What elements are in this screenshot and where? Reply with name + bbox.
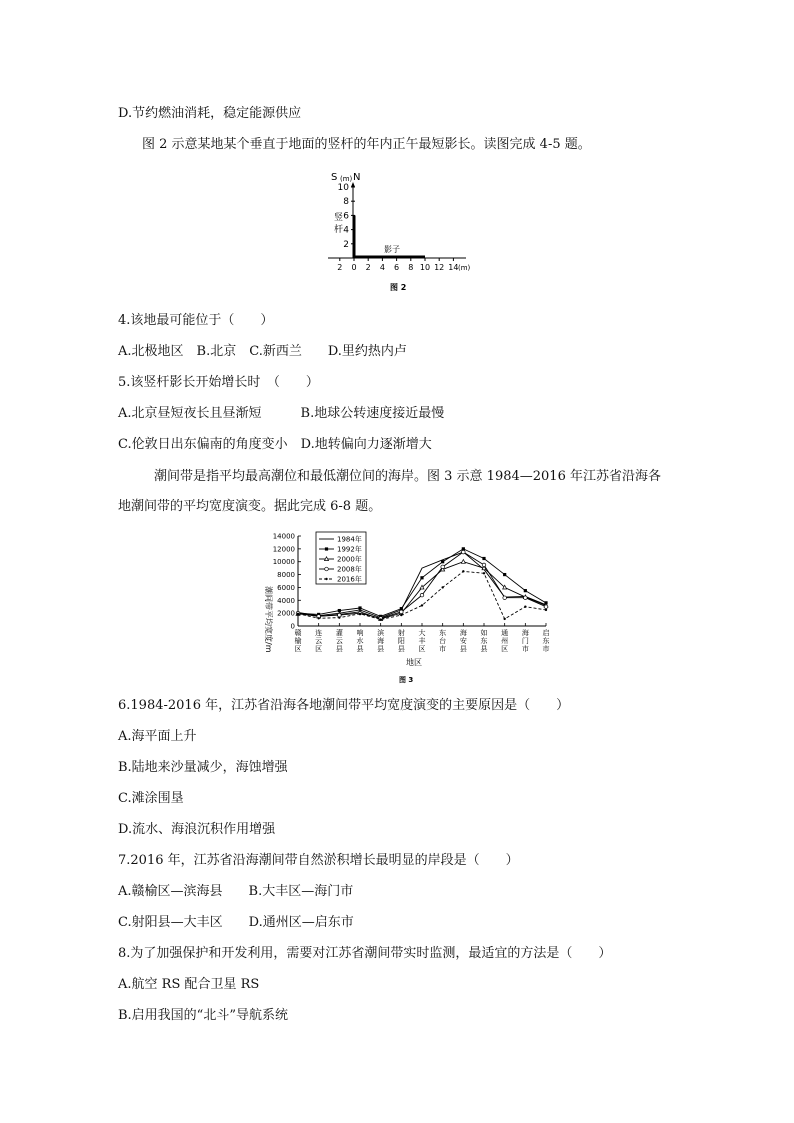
x-tick-label: 10 bbox=[419, 263, 431, 272]
chart-x-tick-label: 赣榆区 bbox=[294, 629, 302, 653]
series-point bbox=[462, 570, 464, 572]
question-7-options-ab: A.赣榆区—滨海县 B.大丰区—海门市 bbox=[118, 884, 354, 899]
legend-label: 1984年 bbox=[337, 535, 362, 544]
y-axis-label: 潮间带平均宽度/m bbox=[264, 586, 273, 653]
chart-y-tick-label: 12000 bbox=[272, 545, 295, 554]
chart-y-tick-label: 14000 bbox=[272, 532, 295, 541]
unit-meter-top: (m) bbox=[340, 175, 353, 183]
x-tick-label: 14 bbox=[448, 263, 459, 272]
x-tick-group bbox=[337, 258, 458, 272]
series-point bbox=[400, 614, 402, 616]
north-label: N bbox=[353, 172, 361, 183]
intro-figure-3-line-1: 潮间带是指平均最高潮位和最低潮位间的海岸。图 3 示意 1984—2016 年江苏省沿海各 bbox=[154, 469, 661, 484]
series-point bbox=[524, 589, 527, 592]
y-tick-label: 4 bbox=[343, 225, 349, 236]
intro-figure-2: 图 2 示意某地某个垂直于地面的竖杆的年内正午最短影长。读图完成 4-5 题。 bbox=[142, 137, 591, 152]
chart-y-tick-label: 10000 bbox=[272, 558, 295, 567]
pole-label-char-2: 杆 bbox=[334, 225, 344, 235]
series-point bbox=[359, 613, 361, 615]
x-tick-label: 12 bbox=[434, 263, 445, 272]
series-point bbox=[544, 605, 548, 609]
chart-x-tick-label: 海门市 bbox=[521, 629, 529, 653]
question-6-option-b: B.陆地来沙量减少，海蚀增强 bbox=[118, 760, 288, 775]
chart-y-tick-label: 4000 bbox=[277, 596, 295, 605]
series-point bbox=[482, 557, 485, 560]
legend-marker bbox=[325, 567, 329, 571]
question-6: 6.1984-2016 年，江苏省沿海各地潮间带平均宽度演变的主要原因是（ ） bbox=[118, 698, 570, 713]
question-8-option-b: B.启用我国的“北斗”导航系统 bbox=[118, 1008, 288, 1023]
question-8-option-a: A.航空 RS 配合卫星 RS bbox=[118, 977, 260, 992]
x-tick-label: 4 bbox=[379, 263, 385, 272]
x-tick-label: 0 bbox=[351, 263, 357, 272]
pole-label-char-1: 竖 bbox=[334, 213, 344, 223]
chart-x-tick-label: 通州区 bbox=[501, 629, 509, 653]
figure-3-caption: 图 3 bbox=[399, 676, 414, 684]
chart-x-tick-label: 如东县 bbox=[480, 629, 488, 653]
chart-x-tick-label: 射阳县 bbox=[397, 629, 405, 653]
legend-marker bbox=[325, 547, 328, 550]
question-5: 5.该竖杆影长开始增长时 （ ） bbox=[118, 375, 319, 390]
series-point bbox=[297, 613, 299, 615]
question-5-options-cd: C.伦敦日出东偏南的角度变小 D.地转偏向力逐渐增大 bbox=[118, 437, 432, 452]
chart-y-ticks bbox=[273, 533, 301, 631]
shadow-label: 影子 bbox=[384, 245, 400, 254]
series-point bbox=[379, 618, 381, 620]
series-point bbox=[483, 572, 485, 574]
legend-label: 2008年 bbox=[337, 565, 362, 574]
unit-meter-right: (m) bbox=[458, 264, 471, 272]
chart-x-tick-label: 滨海县 bbox=[377, 629, 385, 653]
south-label: S bbox=[331, 172, 338, 183]
chart-x-tick-label: 灌云县 bbox=[335, 629, 343, 653]
legend-marker bbox=[325, 578, 327, 580]
series-point bbox=[503, 596, 507, 600]
option-d-q3: D.节约燃油消耗，稳定能源供应 bbox=[118, 106, 302, 121]
x-tick-label: 6 bbox=[394, 263, 400, 272]
series-point bbox=[441, 565, 445, 569]
question-4-options: A.北极地区 B.北京 C.新西兰 D.里约热内卢 bbox=[118, 344, 407, 359]
question-6-option-a: A.海平面上升 bbox=[118, 729, 197, 744]
y-tick-label: 6 bbox=[343, 211, 349, 222]
figure-2-caption: 图 2 bbox=[390, 283, 407, 292]
chart-x-tick-label: 响水县 bbox=[356, 629, 364, 653]
legend-label: 2016年 bbox=[337, 575, 362, 584]
chart-x-tick-label: 东台市 bbox=[439, 629, 447, 653]
y-tick-label: 8 bbox=[343, 197, 349, 208]
chart-legend bbox=[316, 532, 366, 584]
legend-label: 1992年 bbox=[337, 545, 362, 554]
chart-x-tick-label: 启东市 bbox=[542, 629, 550, 653]
y-tick-label: 2 bbox=[343, 239, 349, 250]
chart-y-tick-label: 6000 bbox=[277, 583, 295, 592]
chart-y-tick-label: 8000 bbox=[277, 571, 295, 580]
question-7-options-cd: C.射阳县—大丰区 D.通州区—启东市 bbox=[118, 915, 354, 930]
question-7: 7.2016 年，江苏省沿海潮间带自然淤积增长最明显的岸段是（ ） bbox=[118, 853, 519, 868]
chart-x-tick-label: 连云区 bbox=[315, 629, 323, 653]
series-point bbox=[461, 560, 465, 564]
figure-3-line-chart bbox=[256, 526, 556, 686]
series-point bbox=[503, 618, 505, 620]
x-tick-label: 2 bbox=[337, 263, 343, 272]
series-point bbox=[441, 586, 443, 588]
series-point bbox=[545, 609, 547, 611]
series-point bbox=[420, 593, 424, 597]
y-tick-label: 10 bbox=[337, 183, 349, 193]
series-point bbox=[338, 613, 342, 617]
series-point bbox=[317, 617, 319, 619]
chart-x-ticks bbox=[295, 623, 550, 653]
series-point bbox=[441, 560, 444, 563]
series-point bbox=[400, 610, 404, 614]
series-point bbox=[421, 604, 423, 606]
legend-label: 2000年 bbox=[337, 555, 362, 564]
chart-x-tick-label: 海安县 bbox=[459, 629, 467, 653]
question-6-option-c: C.滩涂围垦 bbox=[118, 791, 184, 806]
series-point bbox=[524, 606, 526, 608]
question-6-option-d: D.流水、海浪沉积作用增强 bbox=[118, 822, 276, 837]
x-tick-label: 8 bbox=[408, 263, 414, 272]
series-point bbox=[338, 616, 340, 618]
series-point bbox=[503, 573, 506, 576]
x-axis-label: 地区 bbox=[406, 658, 422, 667]
series-point bbox=[482, 563, 486, 567]
series-point bbox=[420, 576, 423, 579]
chart-x-tick-label: 大丰区 bbox=[418, 629, 426, 653]
chart-y-tick-label: 0 bbox=[290, 622, 295, 631]
series-point bbox=[462, 550, 466, 554]
series-point bbox=[524, 596, 528, 600]
x-tick-label: 2 bbox=[365, 263, 371, 272]
question-4: 4.该地最可能位于（ ） bbox=[118, 313, 274, 328]
chart-y-tick-label: 2000 bbox=[277, 609, 295, 618]
question-5-options-ab: A.北京昼短夜长且昼渐短 B.地球公转速度接近最慢 bbox=[118, 406, 445, 421]
question-8: 8.为了加强保护和开发利用，需要对江苏省潮间带实时监测，最适宜的方法是（ ） bbox=[118, 946, 612, 961]
figure-2-shadow-diagram bbox=[318, 168, 488, 298]
intro-figure-3-line-2: 地潮间带的平均宽度演变。据此完成 6-8 题。 bbox=[118, 499, 382, 514]
